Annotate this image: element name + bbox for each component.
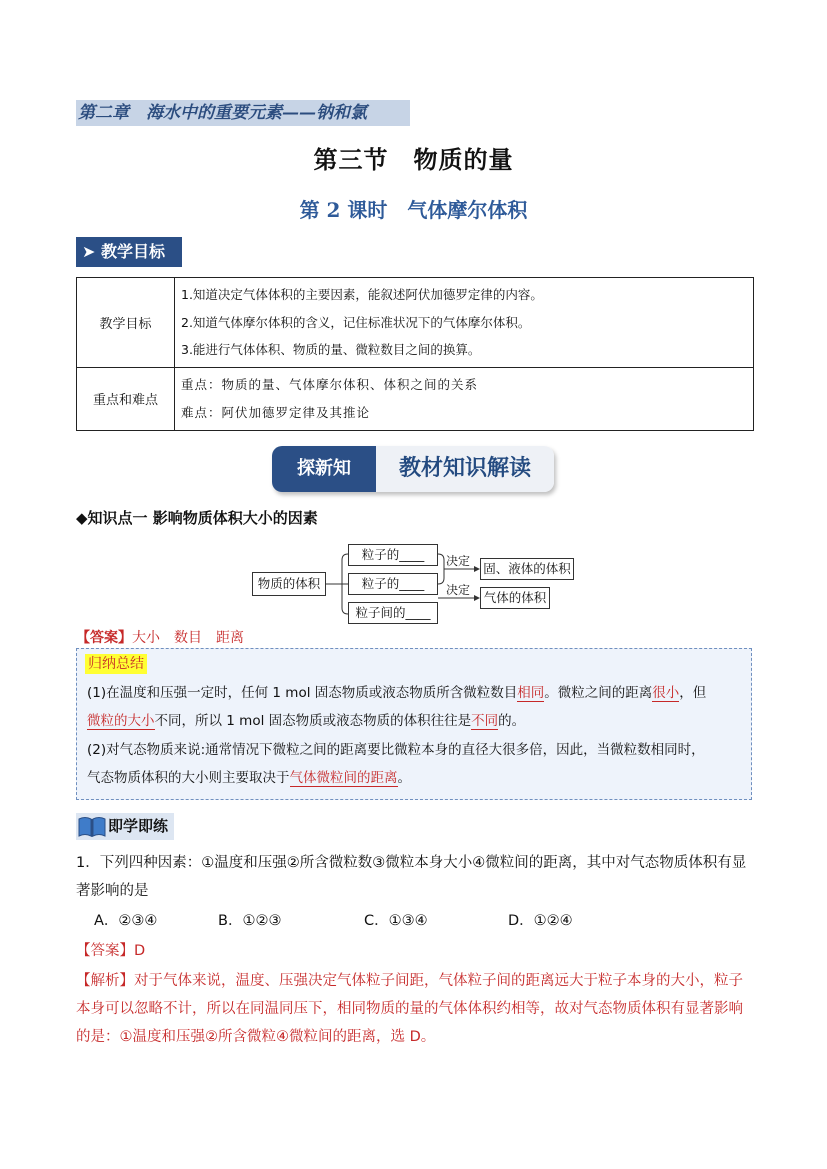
factor-box: 粒子间的____ [348, 602, 438, 624]
summary-text: 的。 [498, 713, 526, 729]
answer-2: 【答案】D [76, 943, 146, 959]
summary-box [76, 648, 752, 800]
volume-factors-diagram [250, 540, 580, 628]
keypoint-line: 重点：物质的量、气体摩尔体积、体积之间的关系 [181, 376, 479, 392]
summary-text: 气态物质体积的大小则主要取决于 [87, 770, 290, 786]
result-box: 固、液体的体积 [480, 558, 574, 580]
answer-text: 大小 数目 距离 [132, 630, 244, 646]
summary-text: 不同，所以 1 mol 固态物质或液态物质的体积往往是 [154, 713, 472, 729]
decide-label: 决定 [446, 583, 471, 597]
root-box: 物质的体积 [252, 572, 326, 596]
summary-text: 。微粒之间的距离 [544, 685, 653, 701]
objective-line: 1.知道决定气体体积的主要因素，能叙述阿伏加德罗定律的内容。 [181, 287, 543, 302]
objectives-body [175, 278, 754, 368]
option-d: D．①②④ [508, 913, 573, 929]
summary-highlight: 不同 [471, 713, 499, 729]
chapter-header: 第二章 海水中的重要元素——钠和氯 [76, 100, 410, 126]
question-line: 1．下列四种因素：①温度和压强②所含微粒数③微粒本身大小④微粒间的距离，其中对气态物质体积有显 [76, 855, 747, 871]
answer-label: 【答案】 [76, 630, 132, 646]
difficulty-line: 难点：阿伏加德罗定律及其推论 [181, 404, 371, 420]
knowledge-point-title: ◆知识点一 影响物质体积大小的因素 [76, 509, 318, 527]
objectives-table [76, 277, 754, 431]
summary-highlight: 很小 [652, 685, 680, 701]
decide-label: 决定 [446, 554, 471, 568]
summary-tag: 归纳总结 [85, 654, 147, 674]
objectives-tag: ➤ 教学目标 [76, 237, 182, 267]
keypoints-body [175, 367, 754, 430]
summary-line: (2)对气态物质来说:通常情况下微粒之间的距离要比微粒本身的直径大很多倍，因此，当微粒数相同时， [87, 742, 705, 758]
answer-line [76, 627, 244, 647]
section-banner [272, 446, 554, 492]
option-c: C．①③④ [364, 913, 428, 929]
objectives-head: 教学目标 [77, 278, 175, 368]
banner-right: 教材知识解读 [376, 446, 554, 492]
question-line: 著影响的是 [76, 883, 149, 899]
summary-text: 。 [397, 770, 411, 786]
keypoints-head: 重点和难点 [77, 367, 175, 430]
explanation-line: 的是：①温度和压强②所含微粒④微粒间的距离，选 D。 [76, 1029, 436, 1045]
lesson-subtitle: 第 2 课时 气体摩尔体积 [299, 198, 528, 222]
summary-highlight: 相同 [517, 685, 545, 701]
practice-tag [76, 813, 174, 840]
summary-line [87, 766, 411, 786]
summary-text: (1)在温度和压强一定时，任何 1 mol 固态物质或液态物质所含微粒数目 [87, 685, 518, 701]
section-title: 第三节 物质的量 [313, 146, 514, 174]
practice-label: 即学即练 [108, 817, 169, 835]
factor-box: 粒子的____ [348, 573, 438, 595]
option-b: B．①②③ [218, 913, 282, 929]
explanation-line: 【解析】对于气体来说，温度、压强决定气体粒子间距，气体粒子间的距离远大于粒子本身的大小，粒子 [76, 973, 743, 989]
objective-line: 2.知道气体摩尔体积的含义，记住标准状况下的气体摩尔体积。 [181, 314, 531, 330]
summary-line [87, 681, 706, 701]
result-box: 气体的体积 [480, 587, 550, 609]
option-a: A．②③④ [94, 913, 158, 929]
factor-box: 粒子的____ [348, 544, 438, 566]
summary-highlight: 气体微粒间的距离 [289, 770, 398, 786]
summary-text: ，但 [679, 685, 707, 701]
banner-left: 探新知 [272, 446, 376, 492]
summary-highlight: 微粒的大小 [87, 713, 155, 729]
book-icon [77, 816, 107, 838]
explanation-line: 本身可以忽略不计，所以在同温同压下，相同物质的量的气体体积约相等，故对气态物质体积有显著影响 [76, 1001, 743, 1017]
summary-line [87, 709, 525, 729]
objective-line: 3.能进行气体体积、物质的量、微粒数目之间的换算。 [181, 342, 481, 357]
